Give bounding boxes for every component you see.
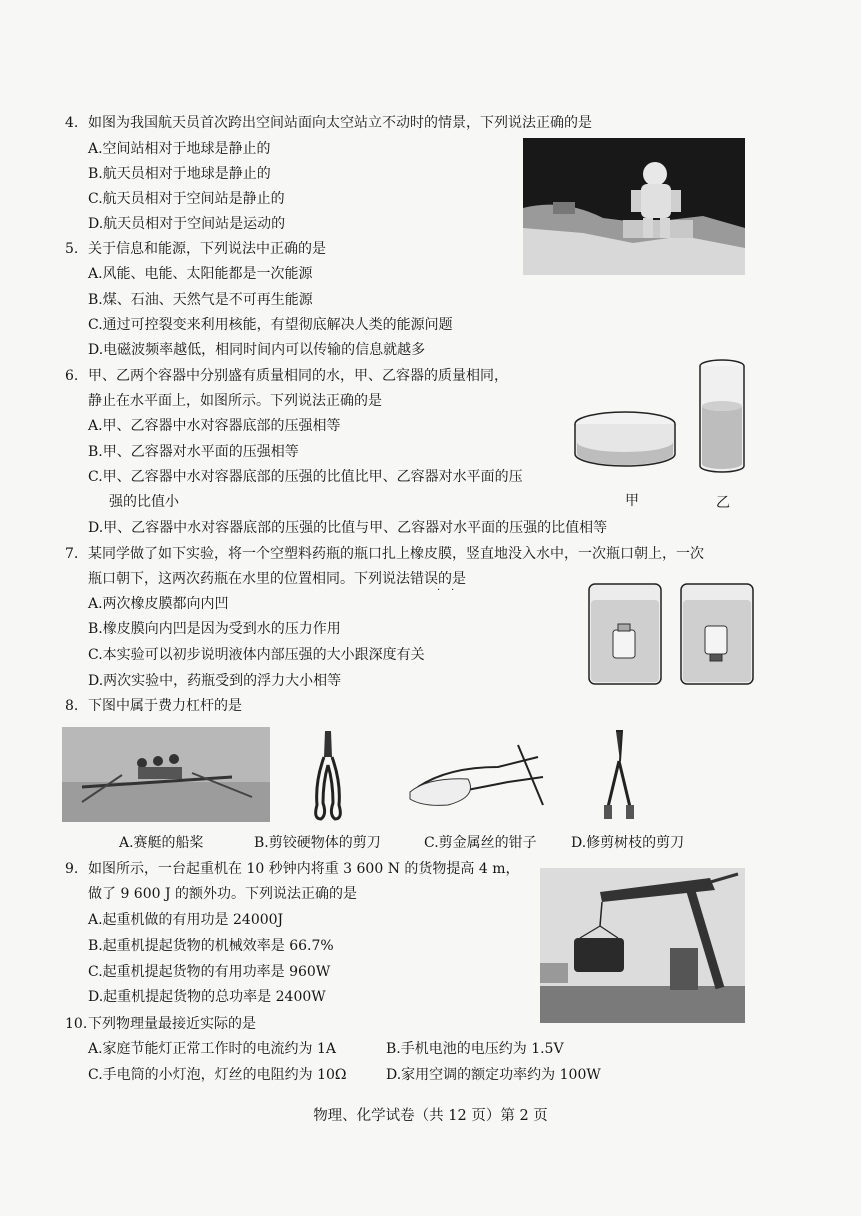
pruning-shears-figure [598,727,640,822]
caption-b: B.剪铰硬物体的剪刀 [254,835,381,851]
option-b: B.橡皮膜向内凹是因为受到水的压力作用 [88,621,341,637]
option-a: A.甲、乙容器中水对容器底部的压强相等 [88,418,341,434]
option-c-continued: 强的比值小 [109,494,179,510]
question-number: 7. [65,546,79,562]
figure-label-jia: 甲 [625,493,639,509]
option-d: D.航天员相对于空间站是运动的 [88,216,286,232]
option-a: A.风能、电能、太阳能都是一次能源 [88,266,313,282]
option-c: C.通过可控裂变来利用核能，有望彻底解决人类的能源问题 [88,317,453,333]
question-stem-line2: 静止在水平面上，如图所示。下列说法正确的是 [88,393,382,409]
question-stem-line2: 瓶口朝下，这两次药瓶在水里的位置相同。下列说法错误的是 [88,571,466,587]
option-b: B.手机电池的电压约为 1.5V [386,1041,564,1057]
option-a: A.空间站相对于地球是静止的 [88,141,271,157]
figure-label-yi: 乙 [716,495,730,511]
option-d: D.起重机提起货物的总功率是 2400W [88,989,326,1005]
question-stem-line1: 某同学做了如下实验，将一个空塑料药瓶的瓶口扎上橡皮膜，竖直地没入水中，一次瓶口朝上，一次 [88,546,704,562]
question-number: 8. [65,698,79,714]
option-d: D.电磁波频率越低，相同时间内可以传输的信息就越多 [88,342,426,358]
astronaut-photo [523,138,745,275]
option-b: B.煤、石油、天然气是不可再生能源 [88,292,313,308]
option-c: C.手电筒的小灯泡，灯丝的电阻约为 10Ω [88,1067,347,1083]
question-stem-line1: 如图所示，一台起重机在 10 秒钟内将重 3 600 N 的货物提高 4 m， [88,861,520,877]
question-stem: 如图为我国航天员首次跨出空间站面向太空站立不动时的情景，下列说法正确的是 [88,115,592,131]
containers-figure [570,358,760,478]
question-number: 4. [65,115,79,131]
option-d: D.甲、乙容器中水对容器底部的压强的比值与甲、乙容器对水平面的压强的比值相等 [88,520,608,536]
option-b: B.甲、乙容器对水平面的压强相等 [88,444,299,460]
question-stem: 下图中属于费力杠杆的是 [88,698,242,714]
emphasis-dot: · [451,585,455,596]
option-a: A.起重机做的有用功是 24000J [88,912,284,928]
option-d: D.家用空调的额定功率约为 100W [386,1067,601,1083]
question-stem-line2: 做了 9 600 J 的额外功。下列说法正确的是 [88,886,358,902]
option-d: D.两次实验中，药瓶受到的浮力大小相等 [88,673,342,689]
option-c: C.甲、乙容器中水对容器底部的压强的比值比甲、乙容器对水平面的压 [88,469,523,485]
option-c: C.本实验可以初步说明液体内部压强的大小跟深度有关 [88,647,425,663]
pliers-figure [408,737,563,817]
question-stem-line1: 甲、乙两个容器中分别盛有质量相同的水，甲、乙容器的质量相同， [88,368,508,384]
page-footer: 物理、化学试卷（共 12 页）第 2 页 [313,1108,548,1124]
caption-d: D.修剪树枝的剪刀 [571,835,685,851]
question-number: 6. [65,368,79,384]
caption-a: A.赛艇的船桨 [119,835,204,851]
medicine-bottle-figure [585,578,760,690]
option-c: C.航天员相对于空间站是静止的 [88,191,285,207]
crane-photo [540,868,745,1023]
question-stem: 下列物理量最接近实际的是 [88,1016,256,1032]
option-a: A.家庭节能灯正常工作时的电流约为 1A [88,1041,337,1057]
option-b: B.起重机提起货物的机械效率是 66.7% [88,938,334,954]
question-number: 5. [65,241,79,257]
question-stem: 关于信息和能源，下列说法中正确的是 [88,241,326,257]
shears-b-figure [303,727,353,822]
option-a: A.两次橡皮膜都向内凹 [88,596,229,612]
question-number: 9. [65,861,79,877]
rowing-photo [62,727,270,822]
option-c: C.起重机提起货物的有用功率是 960W [88,964,331,980]
question-number: 10. [65,1016,88,1032]
option-b: B.航天员相对于地球是静止的 [88,166,271,182]
caption-c: C.剪金属丝的钳子 [424,835,537,851]
emphasis-dot: · [437,585,441,596]
